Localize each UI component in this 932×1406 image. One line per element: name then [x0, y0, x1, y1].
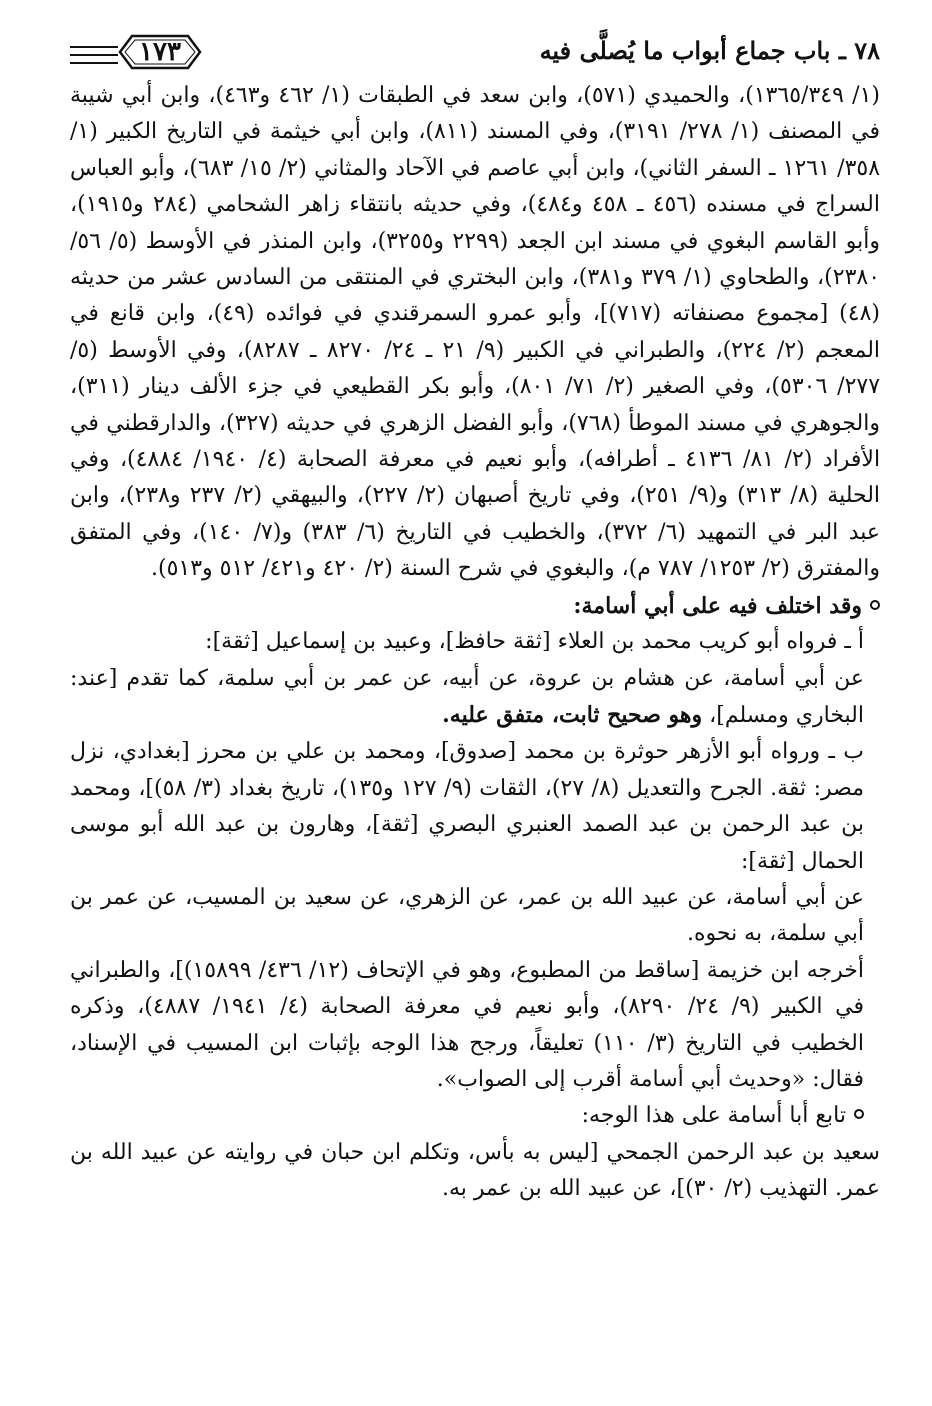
isnad-text: عن أبي أسامة، عن هشام بن عروة، عن أبيه، عن عمر بن أبي سلمة، كما تقدم [عند: البخاري ومسلم]،	[70, 665, 864, 728]
header-rule	[70, 46, 118, 48]
bullet-icon	[854, 1109, 864, 1119]
paragraph-riwaya-alif: أ ـ فرواه أبو كريب محمد بن العلاء [ثقة حافظ]، وعبيد بن إسماعيل [ثقة]:	[205, 629, 864, 655]
section-heading-ikhtilaf	[70, 588, 880, 624]
paragraph-isnad-alif	[70, 661, 880, 735]
section-heading-text: وقد اختلف فيه على أبي أسامة:	[573, 592, 862, 619]
book-page	[70, 30, 880, 1380]
header-rule	[70, 54, 118, 56]
paragraph-isnad-ba: عن أبي أسامة، عن عبيد الله بن عمر، عن الزهري، عن سعيد بن المسيب، عن عمر بن أبي سلمة، به نحوه.	[70, 884, 864, 947]
hukm-text: وهو صحيح ثابت، متفق عليه.	[442, 701, 703, 728]
paragraph-takhrij-ba: أخرجه ابن خزيمة [ساقط من المطبوع، وهو في الإتحاف (١٢/ ٤٣٦/ ١٥٨٩٩)]، والطبراني في الكبير (٩/ ٢٤/ ٨٢٩٠)، وأبو نعيم في معرفة الصحابة (٤/ ١٩٤١/ ٤٨٨٧)، وذكره الخطيب في التاريخ (٣/ ١١٠) تعليقاً، ورجح هذا الوجه بإثبات ابن المسيب في الإسناد، فقال: «وحديث أبي أسامة أقرب إلى الصواب».	[70, 957, 865, 1092]
paragraph-riwaya-ba: ب ـ ورواه أبو الأزهر حوثرة بن محمد [صدوق]، ومحمد بن علي بن محرز [بغدادي، نزل مصر: ثقة. الجرح والتعديل (٨/ ٢٧)، الثقات (٩/ ١٢٧ و١٣٥)، تاريخ بغداد (٣/ ٥٨)]، ومحمد بن عبد الرحمن بن عبد الصمد العنبري البصري [ثقة]، وهارون بن عبد الله أبو موسى الحمال [ثقة]:	[70, 739, 865, 874]
page-body	[70, 78, 880, 1208]
paragraph-mutabi: سعيد بن عبد الرحمن الجمحي [ليس به بأس، وتكلم ابن حبان في روايته عن عبيد الله بن عمر. التهذيب (٢/ ٣٠)]، عن عبيد الله بن عمر به.	[70, 1139, 880, 1202]
bullet-icon	[870, 600, 880, 610]
header-rule	[70, 62, 118, 64]
page-number-ornament	[118, 32, 202, 72]
paragraph-takhrij: (١/ ١٣٦٥/٣٤٩)، والحميدي (٥٧١)، وابن سعد في الطبقات (١/ ٤٦٢ و٤٦٣)، وابن أبي شيبة في المصنف (١/ ٢٧٨/ ٣١٩١)، وفي المسند (٨١١)، وابن أبي خيثمة في التاريخ الكبير (١/ ٣٥٨/ ١٢٦١ ـ السفر الثاني)، وابن أبي عاصم في الآحاد والمثاني (٢/ ١٥/ ٦٨٣)، وأبو العباس السراج في مسنده (٤٥٦ ـ ٤٥٨ و٤٨٤)، وفي حديثه بانتقاء زاهر الشحامي (٢٨٤ و١٩١٥)، وأبو القاسم البغوي في مسند ابن الجعد (٢٢٩٩ و٣٢٥٥)، وابن المنذر في الأوسط (٥/ ٥٦/ ٢٣٨٠)، والطحاوي (١/ ٣٧٩ و٣٨١)، وابن البختري في المنتقى من السادس عشر من حديثه (٤٨) [مجموع مصنفاته (٧١٧)]، وأبو عمرو السمرقندي في فوائده (٤٩)، وابن قانع في المعجم (٢/ ٢٢٤)، والطبراني في الكبير (٩/ ٢١ ـ ٢٤/ ٨٢٧٠ ـ ٨٢٨٧)، وفي الأوسط (٥/ ٢٧٧/ ٥٣٠٦)، وفي الصغير (٢/ ٧١/ ٨٠١)، وأبو بكر القطيعي في جزء الألف دينار (٣١١)، والجوهري في مسند الموطأ (٧٦٨)، وأبو الفضل الزهري في حديثه (٣٢٧)، والدارقطني في الأفراد (٢/ ٨١/ ٤١٣٦ ـ أطرافه)، وأبو نعيم في معرفة الصحابة (٤/ ١٩٤٠/ ٤٨٨٤)، وفي الحلية (٨/ ٣١٣) و(٩/ ٢٥١)، وفي تاريخ أصبهان (٢/ ٢٢٧)، والبيهقي (٢/ ٢٣٧ و٢٣٨)، وابن عبد البر في التمهيد (٦/ ٣٧٢)، والخطيب في التاريخ (٦/ ٣٨٣) و(٧/ ١٤٠)، وفي المتفق والمفترق (٢/ ١٢٥٣/ ٧٨٧ م)، والبغوي في شرح السنة (٢/ ٤٢٠ و٤٢١/ ٥١٢ و٥١٣).	[70, 83, 881, 582]
page-header	[70, 30, 880, 74]
section-heading-text: تابع أبا أسامة على هذا الوجه:	[581, 1103, 846, 1129]
page-number: ١٧٣	[139, 37, 181, 67]
section-heading-mutaba	[70, 1098, 880, 1134]
chapter-title: ٧٨ ـ باب جماع أبواب ما يُصلَّى فيه	[539, 36, 880, 65]
